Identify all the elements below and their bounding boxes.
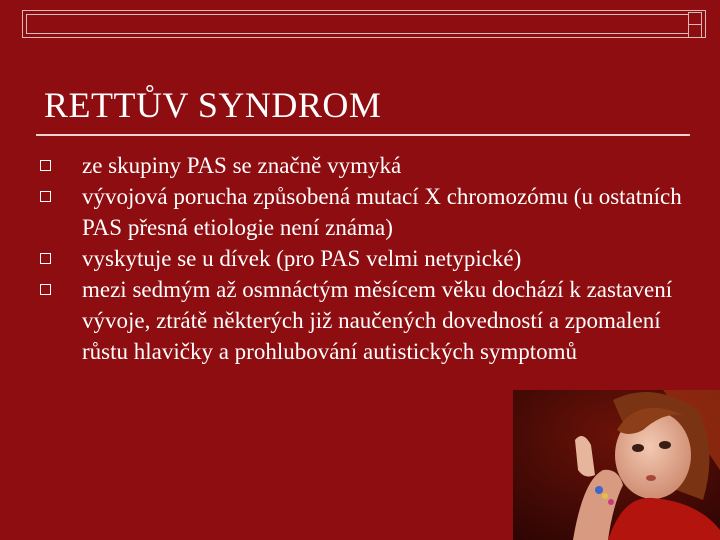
decorative-corner-box: [688, 24, 702, 38]
bullet-text: vývojová porucha způsobená mutací X chromozómu (u ostatních PAS přesná etiologie není známa): [82, 184, 682, 240]
bullet-item: [40, 181, 690, 243]
title-divider: [36, 134, 690, 136]
bullet-text: mezi sedmým až osmnáctým měsícem věku dochází k zastavení vývoje, ztrátě některých již naučených dovedností a zpomalení růstu hlavičky a prohlubování autistických symptomů: [82, 277, 673, 364]
bullet-item: [40, 274, 690, 367]
slide-title: RETTŮV SYNDROM: [44, 85, 382, 125]
bullet-item: [40, 150, 690, 181]
square-bullet-icon: [40, 284, 51, 295]
bullet-text: vyskytuje se u dívek (pro PAS velmi netypické): [82, 246, 522, 271]
square-bullet-icon: [40, 160, 51, 171]
bullet-item: [40, 243, 690, 274]
bullet-list: [40, 150, 690, 367]
decorative-frame-inner: [26, 14, 702, 34]
square-bullet-icon: [40, 253, 51, 264]
square-bullet-icon: [40, 191, 51, 202]
bullet-text: ze skupiny PAS se značně vymyká: [82, 153, 402, 178]
child-photo: [513, 390, 720, 540]
